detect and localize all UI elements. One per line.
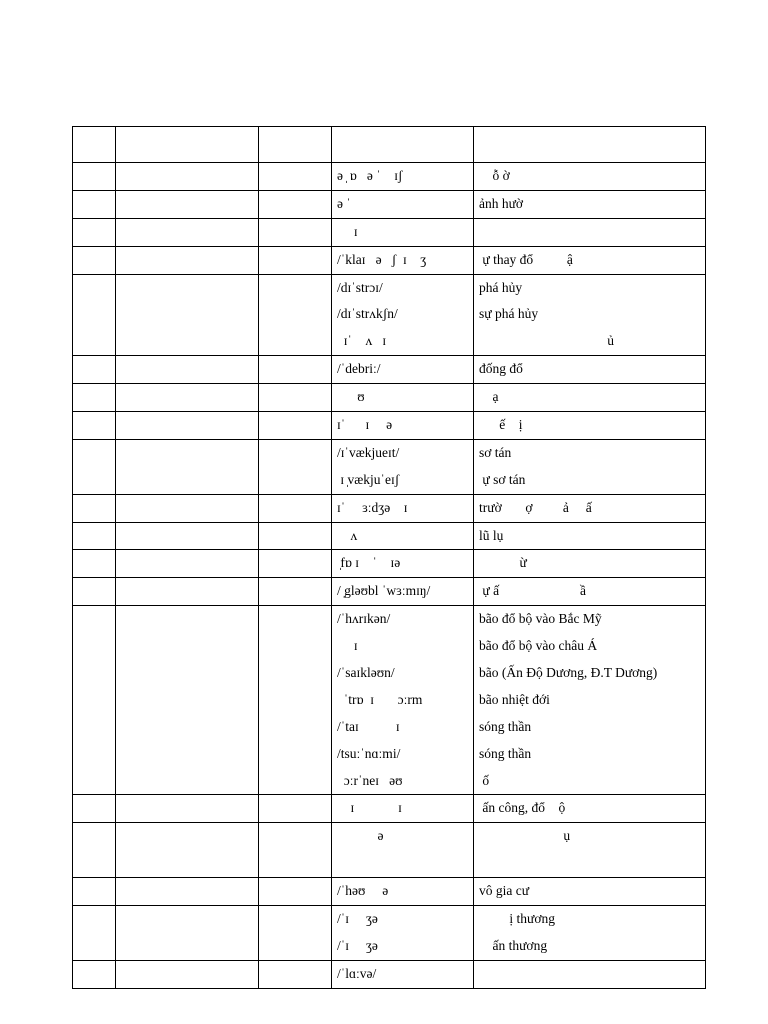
number-cell (73, 494, 116, 522)
number-cell (73, 960, 116, 988)
meaning-line: ụ (479, 828, 571, 844)
meaning-line: ủ (479, 333, 614, 349)
pronunciation-line: ɪ ɪ (337, 800, 402, 816)
meaning-cell (474, 246, 706, 274)
type-cell (259, 384, 332, 412)
type-cell (259, 878, 332, 906)
number-cell (73, 356, 116, 384)
meaning-cell (474, 906, 706, 961)
table-row (73, 218, 706, 246)
word-cell (116, 412, 259, 440)
word-cell (116, 274, 259, 356)
meaning-line: sóng thần (479, 718, 532, 734)
meaning-cell (474, 823, 706, 878)
type-cell (259, 190, 332, 218)
type-cell (259, 522, 332, 550)
meaning-cell (474, 578, 706, 606)
meaning-cell (474, 522, 706, 550)
meaning-line: trườ ợ ả ấ (479, 499, 592, 515)
table-row (73, 606, 706, 795)
type-cell (259, 356, 332, 384)
table-row (73, 906, 706, 961)
table-row (73, 412, 706, 440)
pronunciation-line: ɔːrˈneɪ əʊ (337, 772, 403, 788)
meaning-line: đống đổ (479, 361, 523, 377)
meaning-line: ấn công, đổ ộ (479, 800, 566, 816)
meaning-cell (474, 190, 706, 218)
pronunciation-cell (332, 218, 474, 246)
word-cell (116, 878, 259, 906)
type-cell (259, 412, 332, 440)
pronunciation-line: ə (337, 828, 384, 844)
meaning-cell (474, 439, 706, 494)
type-cell (259, 960, 332, 988)
pronunciation-line: ɪˈ ɜːdʒə ɪ (337, 499, 408, 515)
number-cell (73, 906, 116, 961)
pronunciation-line: /ˈhʌrɪkən/ (337, 611, 391, 627)
meaning-line (474, 961, 705, 988)
pronunciation-line: /tsuːˈnɑːmi/ (337, 745, 401, 761)
type-cell (259, 550, 332, 578)
vocabulary-table (72, 126, 706, 989)
type-cell (259, 163, 332, 191)
word-cell (116, 246, 259, 274)
pronunciation-line: /ˈklaɪ ə ʃ ɪ ʒ (337, 251, 427, 267)
table-row (73, 190, 706, 218)
meaning-line: vô gia cư (479, 883, 530, 899)
pronunciation-cell (332, 163, 474, 191)
pronunciation-cell (332, 795, 474, 823)
meaning-cell (474, 960, 706, 988)
pronunciation-line: /ˈsaɪkləʊn/ (337, 665, 395, 681)
meaning-cell (474, 218, 706, 246)
pronunciation-line: ɪˈ ɪ ə (337, 417, 393, 433)
word-cell (116, 356, 259, 384)
meaning-line: sự phá hủy (479, 306, 539, 322)
number-cell (73, 384, 116, 412)
table-row (73, 246, 706, 274)
word-cell (116, 906, 259, 961)
meaning-line: ỗ ờ (479, 168, 510, 183)
pronunciation-cell (332, 494, 474, 522)
pronunciation-cell (332, 384, 474, 412)
pronunciation-line: ɪˈ ʌ ɪ (337, 333, 387, 349)
pronunciation-cell (332, 578, 474, 606)
word-cell (116, 439, 259, 494)
pronunciation-cell (332, 960, 474, 988)
vocabulary-table-body (73, 127, 706, 989)
type-cell (259, 274, 332, 356)
pronunciation-line: /dɪˈstrɔɪ/ (337, 279, 383, 295)
meaning-line: ố (479, 772, 490, 788)
table-row (73, 274, 706, 356)
header-cell-meaning (474, 127, 706, 163)
header-cell-pronunciation (332, 127, 474, 163)
meaning-cell (474, 606, 706, 795)
meaning-cell (474, 494, 706, 522)
pronunciation-cell (332, 439, 474, 494)
pronunciation-line: /dɪˈstrʌkʃn/ (337, 306, 398, 322)
meaning-cell (474, 550, 706, 578)
pronunciation-line: ˈtrɒ ɪ ɔːrm (337, 691, 423, 707)
word-cell (116, 823, 259, 878)
table-row (73, 439, 706, 494)
meaning-line: ấn thương (479, 937, 548, 953)
type-cell (259, 494, 332, 522)
meaning-cell (474, 878, 706, 906)
word-cell (116, 163, 259, 191)
pronunciation-cell (332, 356, 474, 384)
table-row (73, 384, 706, 412)
number-cell (73, 218, 116, 246)
number-cell (73, 550, 116, 578)
table-row (73, 494, 706, 522)
pronunciation-line: ʊ (337, 389, 365, 405)
word-cell (116, 218, 259, 246)
pronunciation-cell (332, 550, 474, 578)
pronunciation-line: /ˈhəʊ ə (337, 883, 389, 899)
table-row (73, 878, 706, 906)
table-header-row (73, 127, 706, 163)
pronunciation-line: ̩fɒ ɪ ˈ ɪə (337, 555, 401, 571)
pronunciation-line: ɪ (337, 638, 358, 654)
type-cell (259, 606, 332, 795)
table-row (73, 163, 706, 191)
pronunciation-line: ə ̩ ɒ ə ˈ ɪʃ (337, 168, 403, 183)
meaning-line: bão (Ấn Độ Dương, Đ.T Dương) (479, 665, 658, 681)
word-cell (116, 384, 259, 412)
header-cell-word (116, 127, 259, 163)
header-cell-number (73, 127, 116, 163)
number-cell (73, 878, 116, 906)
pronunciation-line: /ˈlɑːvə/ (337, 965, 377, 981)
pronunciation-line: ə ˈ (337, 195, 351, 211)
number-cell (73, 274, 116, 356)
table-row (73, 356, 706, 384)
meaning-cell (474, 384, 706, 412)
pronunciation-cell (332, 906, 474, 961)
meaning-line (474, 219, 705, 246)
word-cell (116, 190, 259, 218)
pronunciation-line: ɪ ̩vækjuˈeɪʃ (337, 471, 400, 487)
number-cell (73, 823, 116, 878)
pronunciation-cell (332, 412, 474, 440)
number-cell (73, 190, 116, 218)
pronunciation-line: /ˈɪ ʒə (337, 937, 378, 953)
pronunciation-cell (332, 522, 474, 550)
word-cell (116, 578, 259, 606)
pronunciation-cell (332, 823, 474, 878)
meaning-line: ị thương (479, 911, 555, 927)
type-cell (259, 246, 332, 274)
meaning-cell (474, 356, 706, 384)
meaning-cell (474, 274, 706, 356)
pronunciation-cell (332, 878, 474, 906)
word-cell (116, 494, 259, 522)
type-cell (259, 578, 332, 606)
meaning-line: sơ tán (479, 444, 512, 460)
meaning-line: ạ (479, 389, 499, 405)
number-cell (73, 412, 116, 440)
meaning-line: ự thay đổ ậ (479, 251, 573, 267)
meaning-line: ảnh hườ (479, 195, 524, 211)
pronunciation-line: / ̩gləʊbl ˈwɜːmɪŋ/ (337, 583, 431, 599)
word-cell (116, 960, 259, 988)
number-cell (73, 578, 116, 606)
header-cell-type (259, 127, 332, 163)
meaning-line: ự sơ tán (479, 471, 526, 487)
type-cell (259, 795, 332, 823)
meaning-line: bão đổ bộ vào Bắc Mỹ (479, 611, 602, 627)
meaning-cell (474, 163, 706, 191)
word-cell (116, 606, 259, 795)
pronunciation-line: /ˈtaɪ ɪ (337, 718, 400, 734)
pronunciation-cell (332, 606, 474, 795)
word-cell (116, 522, 259, 550)
number-cell (73, 606, 116, 795)
pronunciation-cell (332, 190, 474, 218)
number-cell (73, 795, 116, 823)
pronunciation-line: /ˈdebriː/ (337, 361, 381, 377)
word-cell (116, 795, 259, 823)
table-row (73, 550, 706, 578)
meaning-line: bão đổ bộ vào châu Á (479, 638, 598, 654)
type-cell (259, 218, 332, 246)
number-cell (73, 163, 116, 191)
word-cell (116, 550, 259, 578)
number-cell (73, 246, 116, 274)
pronunciation-cell (332, 274, 474, 356)
table-row (73, 823, 706, 878)
meaning-cell (474, 795, 706, 823)
table-row (73, 522, 706, 550)
type-cell (259, 439, 332, 494)
pronunciation-line: /ɪˈvækjueɪt/ (337, 444, 400, 460)
type-cell (259, 823, 332, 878)
meaning-line: sóng thần (479, 745, 532, 761)
meaning-line: ừ (479, 555, 527, 571)
table-row (73, 960, 706, 988)
meaning-line: lũ lụ (479, 527, 504, 543)
pronunciation-line: /ˈɪ ʒə (337, 911, 378, 927)
meaning-cell (474, 412, 706, 440)
meaning-line: ế ị (479, 417, 523, 433)
number-cell (73, 522, 116, 550)
pronunciation-cell (332, 246, 474, 274)
meaning-line: ự ấ ầ (479, 583, 587, 599)
number-cell (73, 439, 116, 494)
meaning-line: bão nhiệt đới (479, 691, 550, 707)
meaning-line: phá hủy (479, 279, 523, 295)
pronunciation-line: ʌ (337, 527, 358, 543)
pronunciation-line: ɪ (337, 223, 358, 239)
table-row (73, 795, 706, 823)
type-cell (259, 906, 332, 961)
table-row (73, 578, 706, 606)
